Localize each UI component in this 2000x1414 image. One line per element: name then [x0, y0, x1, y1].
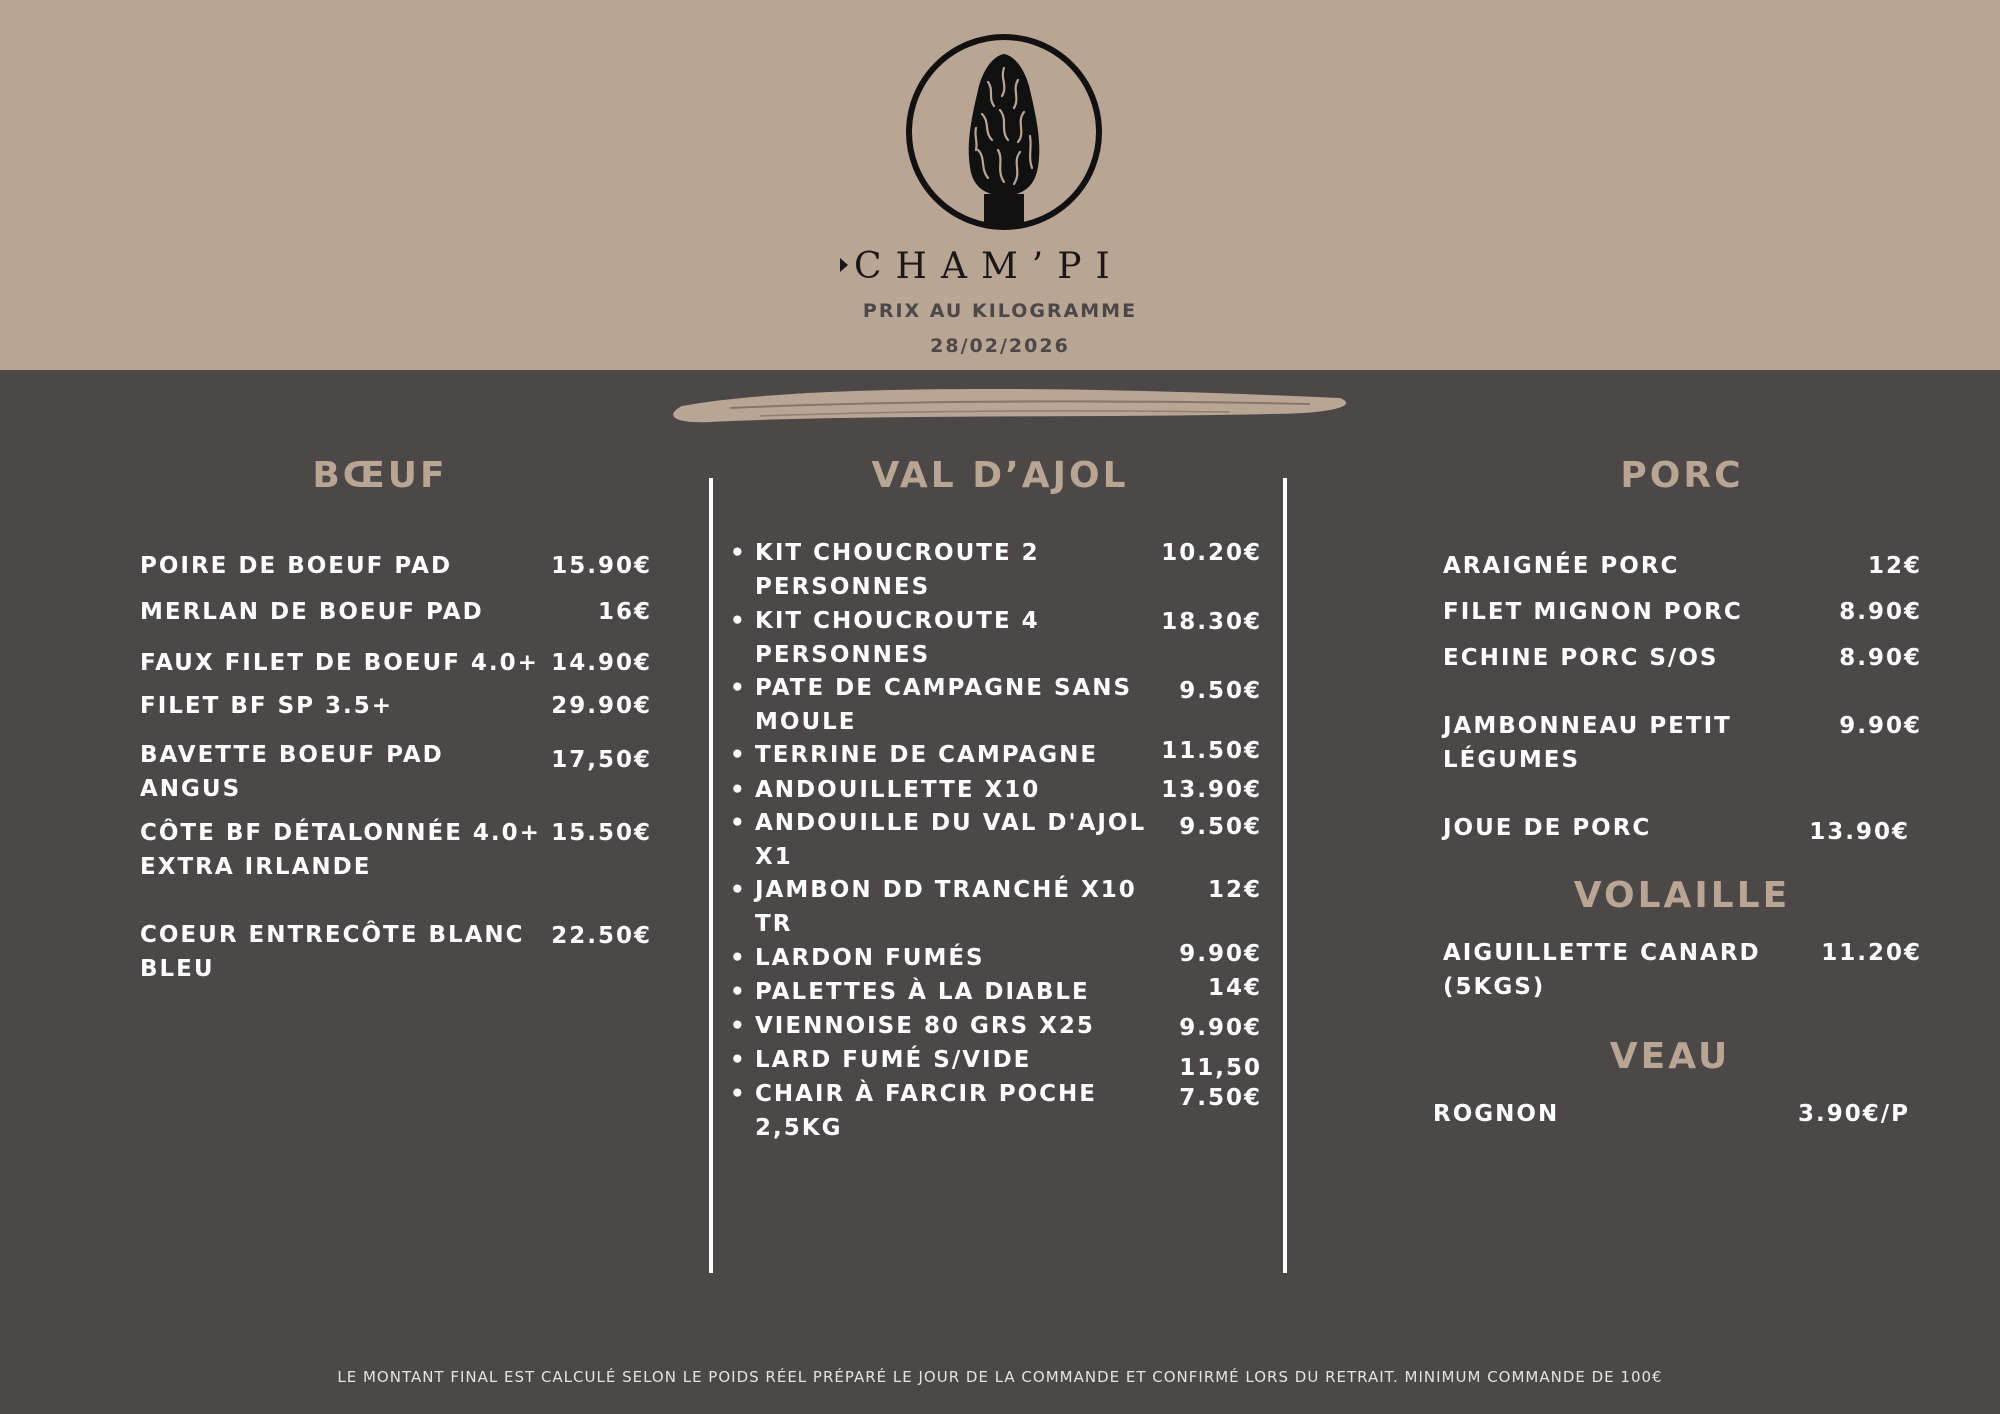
- list-item: JAMBON DD TRANCHÉ X10 TR: [755, 877, 1137, 937]
- bullet: •: [730, 540, 745, 566]
- footer-note: LE MONTANT FINAL EST CALCULÉ SELON LE POIDS RÉEL PRÉPARÉ LE JOUR DE LA COMMANDE ET CONFIRMÉ LORS DU RETRAIT. MINIMUM COMMANDE DE 100€: [337, 1368, 1663, 1386]
- section-title-veau: VEAU: [1609, 1036, 1731, 1077]
- list-item: ARAIGNÉE PORC: [1443, 553, 1680, 579]
- bullet: •: [730, 945, 745, 971]
- price: 11.50€: [1161, 738, 1262, 764]
- list-item: LARDON FUMÉS: [755, 945, 985, 971]
- list-item: ROGNON: [1433, 1101, 1560, 1127]
- price: 18.30€: [1161, 609, 1262, 635]
- list-item: PATE DE CAMPAGNE SANS MOULE: [755, 675, 1133, 735]
- price: 12€: [1867, 553, 1922, 579]
- list-item: PALETTES À LA DIABLE: [755, 979, 1090, 1005]
- price: 3.90€/P: [1797, 1101, 1910, 1127]
- list-item: BAVETTE BOEUF PAD ANGUS: [140, 742, 444, 802]
- price: 10.20€: [1161, 540, 1262, 566]
- bullet: •: [730, 979, 745, 1005]
- price: 12€: [1207, 877, 1262, 903]
- list-item: CÔTE BF DÉTALONNÉE 4.0+ EXTRA IRLANDE: [140, 820, 541, 880]
- list-item: FILET BF SP 3.5+: [140, 693, 394, 719]
- price: 16€: [597, 599, 652, 625]
- triangle-icon: [840, 258, 848, 272]
- list-item: AIGUILLETTE CANARD (5KGS): [1443, 940, 1761, 1000]
- date: 28/02/2026: [930, 335, 1070, 357]
- list-item: COEUR ENTRECÔTE BLANC BLEU: [140, 922, 525, 982]
- price: 9.50€: [1179, 678, 1262, 704]
- brush-stroke-decoration: [670, 378, 1350, 434]
- bullet: •: [730, 608, 745, 634]
- bullet: •: [730, 810, 745, 836]
- bullet: •: [730, 1047, 745, 1073]
- list-item: ANDOUILLE DU VAL D'AJOL X1: [755, 810, 1147, 870]
- section-title-volaille: VOLAILLE: [1573, 875, 1791, 916]
- list-item: MERLAN DE BOEUF PAD: [140, 599, 484, 625]
- bullet: •: [730, 1013, 745, 1039]
- bullet: •: [730, 777, 745, 803]
- list-item: FILET MIGNON PORC: [1443, 599, 1743, 625]
- price: 15.90€: [551, 553, 652, 579]
- price: 14.90€: [551, 650, 652, 676]
- price: 9.50€: [1179, 814, 1262, 840]
- bullet: •: [730, 742, 745, 768]
- price: 9.90€: [1179, 1015, 1262, 1041]
- price: 15.50€: [551, 820, 652, 846]
- column-divider: [1283, 478, 1287, 1273]
- price: 8.90€: [1839, 645, 1922, 671]
- price: 8.90€: [1839, 599, 1922, 625]
- list-item: CHAIR À FARCIR POCHE 2,5KG: [755, 1081, 1097, 1141]
- bullet: •: [730, 1081, 745, 1107]
- subtitle: PRIX AU KILOGRAMME: [862, 300, 1138, 322]
- list-item: JAMBONNEAU PETIT LÉGUMES: [1443, 713, 1732, 773]
- price: 22.50€: [551, 923, 652, 949]
- price: 13.90€: [1161, 777, 1262, 803]
- list-item: KIT CHOUCROUTE 4 PERSONNES: [755, 608, 1040, 668]
- list-item: ECHINE PORC S/OS: [1443, 645, 1719, 671]
- list-item: FAUX FILET DE BOEUF 4.0+: [140, 650, 539, 676]
- list-item: POIRE DE BOEUF PAD: [140, 553, 453, 579]
- price: 13.90€: [1809, 819, 1910, 845]
- price: 17,50€: [551, 747, 652, 773]
- bullet: •: [730, 675, 745, 701]
- bullet: •: [730, 877, 745, 903]
- section-title-porc: PORC: [1620, 455, 1744, 496]
- price: 11,50: [1179, 1055, 1262, 1081]
- list-item: ANDOUILLETTE X10: [755, 777, 1041, 803]
- list-item: JOUE DE PORC: [1443, 815, 1652, 841]
- price: 11.20€: [1821, 940, 1922, 966]
- list-item: TERRINE DE CAMPAGNE: [755, 742, 1099, 768]
- list-item: KIT CHOUCROUTE 2 PERSONNES: [755, 540, 1040, 600]
- morel-mushroom-icon: [904, 32, 1104, 232]
- price: 9.90€: [1839, 713, 1922, 739]
- list-item: LARD FUMÉ S/VIDE: [755, 1047, 1032, 1073]
- price: 7.50€: [1179, 1085, 1262, 1111]
- section-title-val-dajol: VAL D’AJOL: [871, 455, 1129, 496]
- price: 14€: [1207, 975, 1262, 1001]
- list-item: VIENNOISE 80 GRS X25: [755, 1013, 1095, 1039]
- column-divider: [709, 478, 713, 1273]
- price: 29.90€: [551, 693, 652, 719]
- section-title-boeuf: BŒUF: [312, 455, 448, 496]
- price: 9.90€: [1179, 941, 1262, 967]
- brand-name: CHAM’PI: [840, 246, 1180, 287]
